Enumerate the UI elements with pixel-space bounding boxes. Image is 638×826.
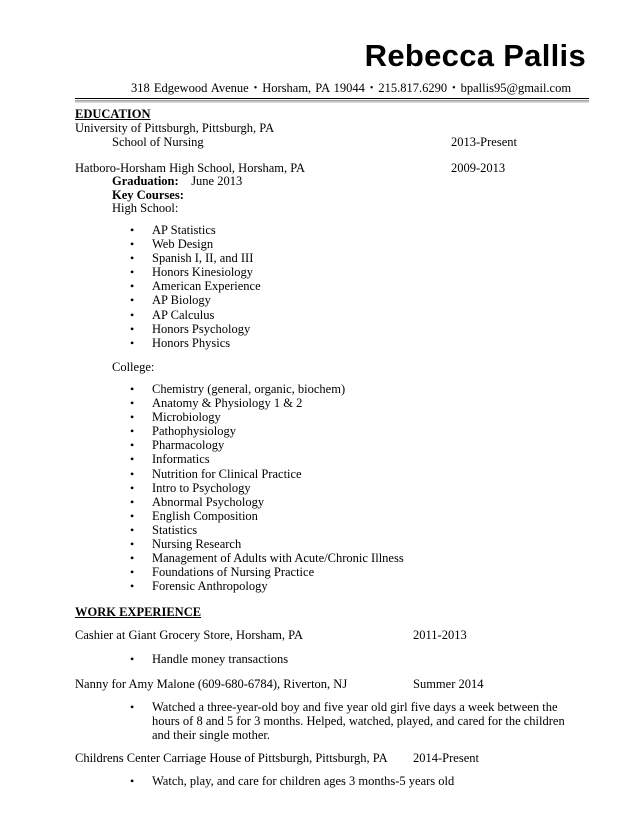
job-duties — [130, 652, 288, 666]
school-university-date: 2013-Present — [451, 135, 517, 149]
list-item: • AP Statistics — [130, 223, 261, 237]
bullet-separator: • — [452, 83, 456, 94]
list-item: • Honors Psychology — [130, 322, 261, 336]
list-item: • Statistics — [130, 523, 404, 537]
list-item: • Nursing Research — [130, 537, 404, 551]
list-item: • Watched a three-year-old boy and five year old girl five days a week between the hours of 8 and 5 for 3 months. Helped, watched, played, and cared for the children and their single mother. — [130, 700, 584, 742]
list-item: • English Composition — [130, 509, 404, 523]
list-item: • Anatomy & Physiology 1 & 2 — [130, 396, 404, 410]
key-courses-label: Key Courses: — [112, 188, 184, 202]
list-item: • American Experience — [130, 279, 261, 293]
header-divider-shadow — [75, 100, 589, 103]
list-item: • Spanish I, II, and III — [130, 251, 261, 265]
school-high-school-date: 2009-2013 — [451, 161, 506, 175]
list-item: • AP Biology — [130, 293, 261, 307]
list-item: • Abnormal Psychology — [130, 495, 404, 509]
list-item: • Web Design — [130, 237, 261, 251]
graduation-line — [112, 174, 242, 188]
job-date: 2014-Present — [413, 751, 479, 765]
job-title: Childrens Center Carriage House of Pittsburgh, Pittsburgh, PA — [75, 751, 388, 765]
list-item: • Informatics — [130, 452, 404, 466]
header-divider — [75, 98, 589, 99]
job-date: 2011-2013 — [413, 628, 467, 642]
college-label: College: — [112, 360, 155, 374]
list-item: • Honors Kinesiology — [130, 265, 261, 279]
job-duties — [130, 774, 454, 788]
work-heading: WORK EXPERIENCE — [75, 605, 202, 619]
list-item: • Pathophysiology — [130, 424, 404, 438]
list-item: • Handle money transactions — [130, 652, 288, 666]
school-university: University of Pittsburgh, Pittsburgh, PA — [75, 121, 275, 135]
list-item: • Nutrition for Clinical Practice — [130, 467, 404, 481]
high-school-course-list — [130, 223, 261, 350]
list-item: • Honors Physics — [130, 336, 261, 350]
graduation-label: Graduation: — [112, 174, 179, 188]
list-item: • Microbiology — [130, 410, 404, 424]
education-heading: EDUCATION — [75, 107, 151, 121]
email: bpallis95@gmail.com — [460, 81, 572, 95]
job-date: Summer 2014 — [413, 677, 484, 691]
contact-line — [131, 81, 571, 96]
address: 318 Edgewood Avenue — [131, 81, 249, 95]
high-school-label: High School: — [112, 201, 179, 215]
graduation-value: June 2013 — [191, 174, 243, 188]
list-item: • Watch, play, and care for children ages 3 months-5 years old — [130, 774, 454, 788]
school-high-school: Hatboro-Horsham High School, Horsham, PA — [75, 161, 306, 175]
resume-name: Rebecca Pallis — [364, 38, 586, 73]
city: Horsham, PA 19044 — [262, 81, 365, 95]
job-title: Nanny for Amy Malone (609-680-6784), Riverton, NJ — [75, 677, 348, 691]
program-name: School of Nursing — [112, 135, 204, 149]
list-item: • Pharmacology — [130, 438, 404, 452]
list-item: • Intro to Psychology — [130, 481, 404, 495]
college-course-list — [130, 382, 404, 593]
job-duties — [130, 700, 584, 742]
phone: 215.817.6290 — [378, 81, 448, 95]
list-item: • Forensic Anthropology — [130, 579, 404, 593]
list-item: • Chemistry (general, organic, biochem) — [130, 382, 404, 396]
list-item: • Foundations of Nursing Practice — [130, 565, 404, 579]
list-item: • Management of Adults with Acute/Chronic Illness — [130, 551, 404, 565]
bullet-separator: • — [253, 83, 258, 94]
list-item: • AP Calculus — [130, 308, 261, 322]
job-title: Cashier at Giant Grocery Store, Horsham, PA — [75, 628, 303, 642]
bullet-separator: • — [369, 83, 374, 94]
